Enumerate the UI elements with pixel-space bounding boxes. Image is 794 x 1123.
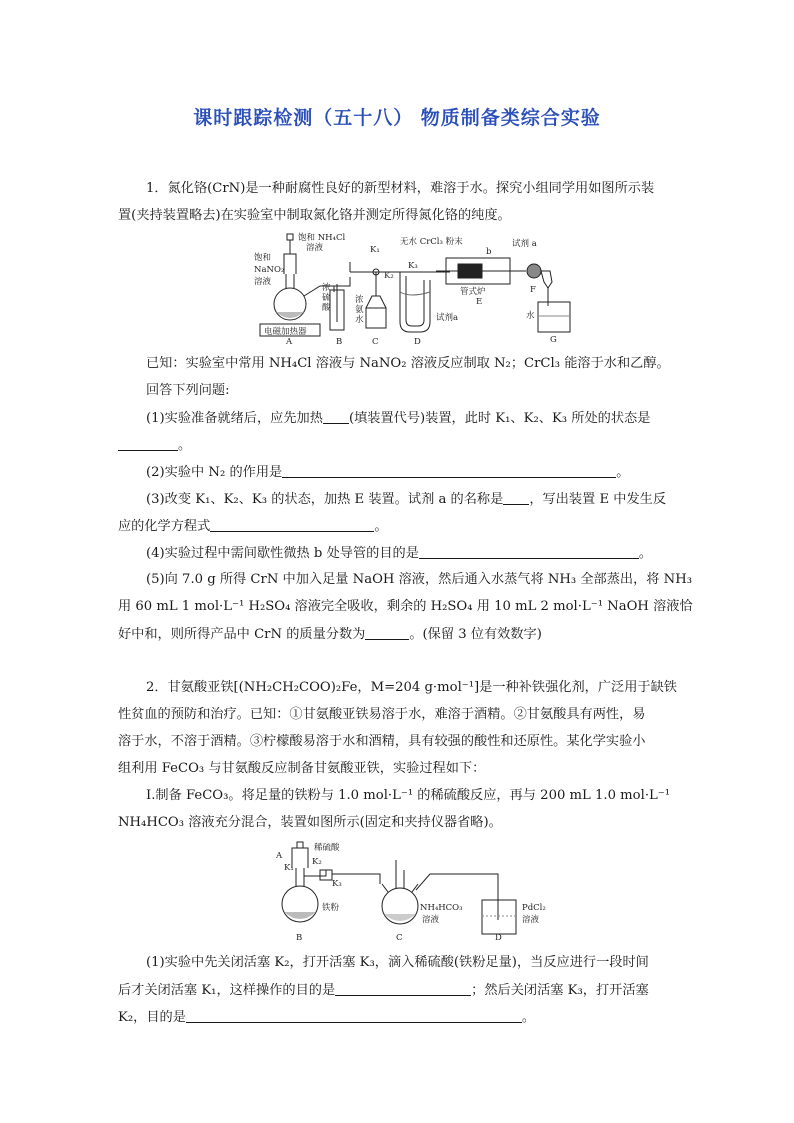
label-D: D	[414, 337, 421, 344]
q1-sub1-line1	[146, 410, 706, 427]
q1-sub4-text-a: (4)实验过程中需间歇性微热 b 处导管的目的是	[146, 546, 419, 561]
label-C: C	[372, 337, 379, 344]
label-crcl3: 无水 CrCl₃ 粉末	[400, 237, 463, 247]
label-k2-2: K₂	[312, 857, 322, 867]
q2-sub1-line2	[118, 982, 678, 999]
label-conc: 浓	[322, 283, 331, 293]
q1-sub5-line1: (5)向 7.0 g 所得 CrN 中加入足量 NaOH 溶液，然后通入水蒸气将 NH₃ 全部蒸出，将 NH₃	[146, 572, 692, 587]
blank[interactable]	[186, 1009, 522, 1023]
q1-sub3-text-a: (3)改变 K₁、K₂、K₃ 的状态，加热 E 装置。试剂 a 的名称是	[146, 492, 504, 507]
label-ammonia: 氨	[355, 305, 364, 315]
blank[interactable]	[335, 982, 471, 996]
label-E: E	[476, 297, 483, 307]
q1-sub5-text-a: 好中和，则所得产品中 CrN 的质量分数为	[118, 627, 366, 642]
q1-sub4	[146, 545, 706, 562]
q1-sub2-text-a: (2)实验中 N₂ 的作用是	[146, 465, 283, 480]
label-solution-d: 溶液	[522, 915, 540, 925]
label-D2: D	[495, 933, 502, 942]
label-C2: C	[396, 933, 403, 942]
q2-line4: 组利用 FeCO₃ 与甘氨酸反应制备甘氨酸亚铁，实验过程如下：	[118, 761, 486, 776]
label-dilute-acid: 稀硫酸	[314, 843, 340, 853]
q1-sub5-line2: 用 60 mL 1 mol·L⁻¹ H₂SO₄ 溶液完全吸收，剩余的 H₂SO₄ 用 10 mL 2 mol·L⁻¹ NaOH 溶液恰	[118, 599, 693, 614]
q2-line2: 性贫血的预防和治疗。已知：①甘氨酸亚铁易溶于水，难溶于酒精。②甘氨酸具有两性，易	[118, 707, 646, 722]
label-water-c: 水	[355, 315, 364, 325]
q2-line1: 2．甘氨酸亚铁[(NH₂CH₂COO)₂Fe，M=204 g·mol⁻¹]是一种补铁强化剂，广泛用于缺铁	[146, 680, 677, 695]
label-F: F	[530, 285, 536, 295]
q2-sub1-text-d: 。	[521, 1010, 536, 1025]
blank[interactable]	[323, 410, 349, 424]
q1-sub4-text-b: 。	[638, 546, 653, 561]
q1-known: 已知：实验室中常用 NH₄Cl 溶液与 NaNO₂ 溶液反应制取 N₂；CrCl₃ 能溶于水和乙醇。	[146, 356, 670, 371]
q2-sub1-line1: (1)实验中先关闭活塞 K₂，打开活塞 K₃，滴入稀硫酸(铁粉足量)，当反应进行一段时间	[146, 955, 649, 970]
q2-line3: 溶于水，不溶于酒精。③柠檬酸易溶于水和酒精，具有较强的酸性和还原性。某化学实验小	[118, 734, 646, 749]
label-k1-2: K₁	[284, 863, 294, 873]
label-nh4hco3: NH₄HCO₃	[420, 903, 463, 913]
label-reagent-a-d: 试剂a	[436, 313, 459, 323]
q1-intro-line2: 置(夹持装置略去)在实验室中制取氮化铬并测定所得氮化铬的纯度。	[118, 208, 511, 223]
q1-sub5-text-b: 。(保留 3 位有效数字)	[409, 627, 542, 642]
label-conc2: 浓	[355, 295, 364, 305]
label-nano2-solution: 溶液	[254, 277, 272, 287]
label-solution: 溶液	[306, 243, 324, 253]
label-G: G	[550, 335, 557, 344]
label-reagent-a: 试剂 a	[512, 239, 537, 249]
label-B2: B	[296, 933, 303, 942]
q2-sub1-text-a: 后才关闭活塞 K₁，这样操作的目的是	[118, 983, 336, 998]
label-B: B	[336, 337, 343, 344]
label-A: A	[286, 337, 293, 344]
q1-sub1-text-b: (填装置代号)装置，此时 K₁、K₂、K₃ 所处的状态是	[348, 411, 651, 426]
label-solution-c: 溶液	[422, 915, 440, 925]
label-furnace: 管式炉	[460, 287, 486, 297]
q2-sub1-text-b: ；然后关闭活塞 K₃，打开活塞	[471, 983, 649, 998]
q2-apparatus-figure	[270, 840, 560, 942]
q1-intro-line1: 1．氮化铬(CrN)是一种耐腐性良好的新型材料，难溶于水。探究小组同学用如图所示装	[146, 181, 655, 196]
label-k2: K₂	[384, 271, 394, 281]
label-sat-nh4cl: 饱和 NH₄Cl	[298, 233, 346, 243]
blank[interactable]	[419, 545, 639, 559]
q1-sub5-line3	[118, 626, 678, 643]
q1-sub1-text-a: (1)实验准备就绪后，应先加热	[146, 411, 323, 426]
label-nano2: NaNO₂	[254, 265, 285, 275]
q1-sub3-text-b: ，写出装置 E 中发生反	[529, 492, 667, 507]
label-sulfur: 硫	[322, 293, 331, 303]
q1-sub3-text-d: 。	[374, 519, 388, 534]
blank[interactable]	[365, 626, 409, 640]
blank[interactable]	[503, 491, 529, 505]
q1-sub3-text-c: 应的化学方程式	[118, 519, 211, 534]
q1-apparatus-figure	[250, 232, 580, 344]
q1-sub1-line2	[118, 437, 678, 454]
q2-sub1-text-c: K₂，目的是	[118, 1010, 186, 1025]
label-iron: 铁粉	[322, 903, 340, 913]
label-sat: 饱和	[254, 253, 272, 263]
label-k1: K₁	[370, 245, 380, 255]
q1-sub3-line1	[146, 491, 706, 508]
label-k3: K₃	[408, 261, 418, 271]
label-b: b	[486, 247, 492, 257]
q1-sub2	[146, 464, 706, 481]
q2-part1-line2: NH₄HCO₃ 溶液充分混合，装置如图所示(固定和夹持仪器省略)。	[118, 815, 502, 830]
blank[interactable]	[118, 437, 178, 451]
label-pdcl2: PdCl₂	[522, 903, 546, 913]
q1-sub1-text-c: 。	[178, 438, 192, 453]
label-A2: A	[276, 851, 283, 861]
label-acid: 酸	[322, 303, 331, 313]
label-k3-2: K₃	[332, 879, 342, 889]
q1-sub3-line2	[118, 518, 678, 535]
label-heater: 电磁加热器	[264, 327, 307, 337]
page-title: 课时跟踪检测（五十八） 物质制备类综合实验	[193, 107, 601, 129]
label-water-g: 水	[526, 311, 535, 321]
q1-answer-prompt: 回答下列问题:	[146, 383, 230, 398]
q1-sub2-text-b: 。	[616, 465, 630, 480]
blank[interactable]	[210, 518, 374, 532]
q2-part1-line1: Ⅰ.制备 FeCO₃。将足量的铁粉与 1.0 mol·L⁻¹ 的稀硫酸反应，再与 200 mL 1.0 mol·L⁻¹	[146, 788, 671, 803]
blank[interactable]	[282, 464, 616, 478]
q2-sub1-line3	[118, 1009, 678, 1026]
